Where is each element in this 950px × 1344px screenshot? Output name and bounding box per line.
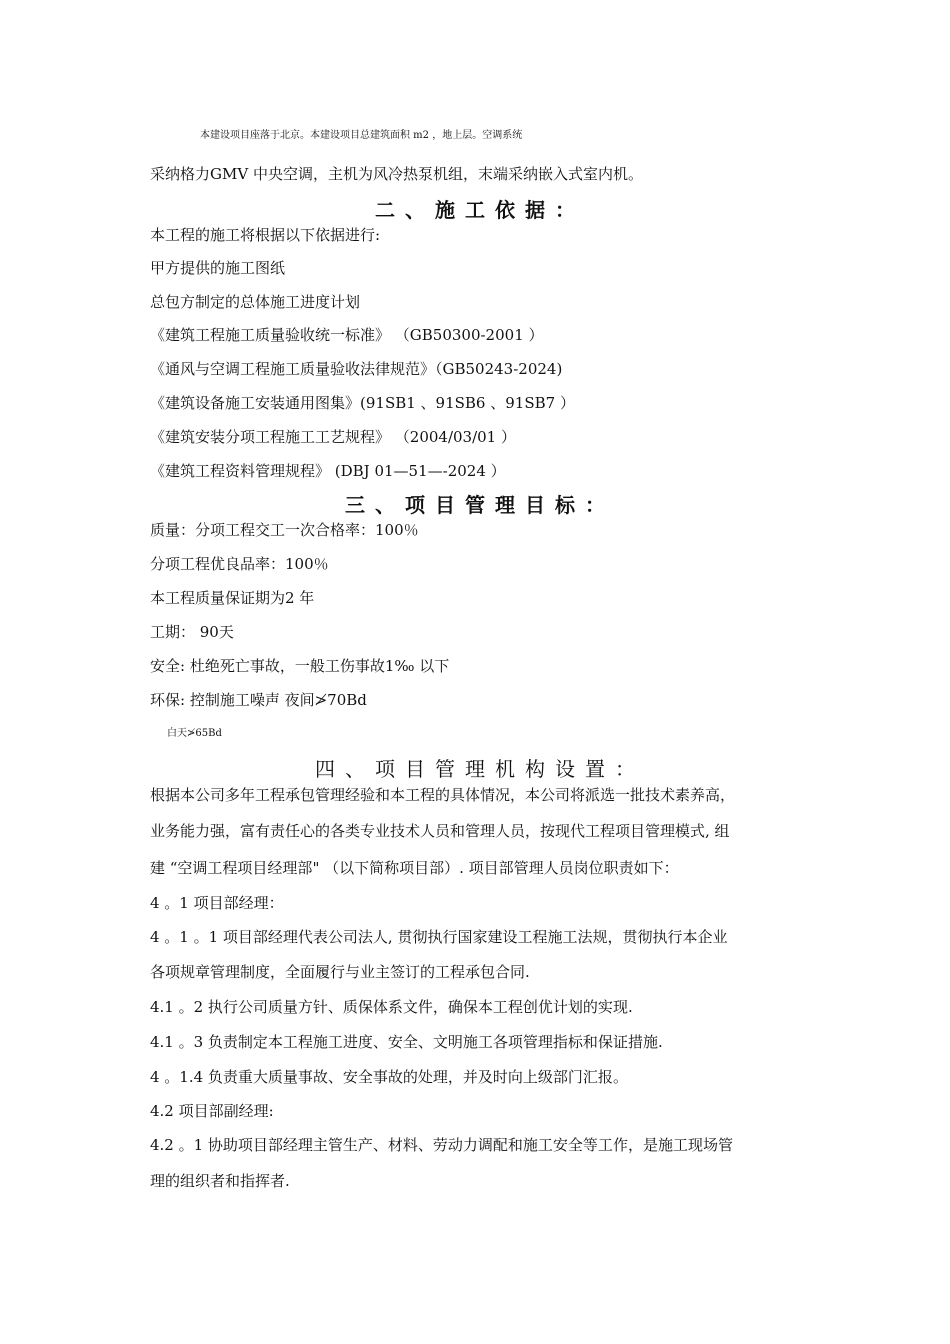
- section-4-line-11: 4.2 。1 协助项目部经理主管生产、材料、劳动力调配和施工安全等工作，是施工现场管: [150, 1136, 733, 1154]
- section-2-line-6: 《建筑设备施工安装通用图集》(91SB1 、91SB6 、91SB7 ）: [150, 394, 575, 412]
- section-2-line-2: 甲方提供的施工图纸: [150, 259, 286, 277]
- section-4-line-9: 4 。1.4 负责重大质量事故、安全事故的处理，并及时向上级部门汇报。: [150, 1068, 628, 1086]
- section-2-line-4: 《建筑工程施工质量验收统一标准》 （GB50300-2001 ）: [150, 326, 544, 344]
- section-2-line-8: 《建筑工程资料管理规程》 (DBJ 01—51—-2024 ）: [150, 462, 506, 480]
- section-3-line-7: 白天≯65Bd: [167, 728, 222, 739]
- section-3-line-1: 质量：分项工程交工一次合格率：100％: [150, 521, 419, 539]
- section-4-line-7: 4.1 。2 执行公司质量方针、质保体系文件，确保本工程创优计划的实现.: [150, 998, 633, 1016]
- section-3-line-6: 环保: 控制施工噪声 夜间≯70Bd: [150, 691, 367, 709]
- section-2-heading: 二、施工依据：: [375, 198, 585, 222]
- section-3-line-4: 工期： 90天: [150, 623, 234, 641]
- section-4-line-10: 4.2 项目部副经理:: [150, 1102, 274, 1120]
- section-4-line-4: 4 。1 项目部经理：: [150, 894, 284, 912]
- section-4-line-1: 根据本公司多年工程承包管理经验和本工程的具体情况，本公司将派选一批技术素养高，: [150, 786, 736, 804]
- section-3-heading: 三、项目管理目标：: [345, 493, 615, 517]
- section-3-line-5: 安全: 杜绝死亡事故，一般工伤事故1‰ 以下: [150, 657, 450, 675]
- section-4-line-2: 业务能力强，富有责任心的各类专业技术人员和管理人员，按现代工程项目管理模式, 组: [150, 822, 730, 840]
- section-4-line-3: 建 “空调工程项目经理部" （以下简称项目部）. 项目部管理人员岗位职责如下：: [150, 859, 679, 877]
- section-3-line-3: 本工程质量保证期为2 年: [150, 589, 315, 607]
- intro-paragraph-line-2: 采纳格力GMV 中央空调，主机为风冷热泵机组，末端采纳嵌入式室内机。: [150, 165, 643, 183]
- section-2-line-5: 《通风与空调工程施工质量验收法律规范》（GB50243-2024): [150, 360, 563, 378]
- intro-paragraph-line-1: 本建设项目座落于北京。本建设项目总建筑面积 m2 ，地上层。空调系统: [200, 130, 523, 141]
- section-2-line-1: 本工程的施工将根据以下依据进行:: [150, 226, 381, 244]
- section-4-line-5: 4 。1 。1 项目部经理代表公司法人, 贯彻执行国家建设工程施工法规，贯彻执行本企业: [150, 928, 728, 946]
- section-4-line-6: 各项规章管理制度，全面履行与业主签订的工程承包合同.: [150, 963, 530, 981]
- section-4-line-12: 理的组织者和指挥者.: [150, 1172, 290, 1190]
- section-3-line-2: 分项工程优良品率：100％: [150, 555, 329, 573]
- section-2-line-7: 《建筑安装分项工程施工工艺规程》 （2004/03/01 ）: [150, 428, 516, 446]
- section-2-line-3: 总包方制定的总体施工进度计划: [150, 293, 361, 311]
- section-4-line-8: 4.1 。3 负责制定本工程施工进度、安全、文明施工各项管理指标和保证措施.: [150, 1033, 663, 1051]
- section-4-heading: 四、项目管理机构设置：: [315, 757, 645, 781]
